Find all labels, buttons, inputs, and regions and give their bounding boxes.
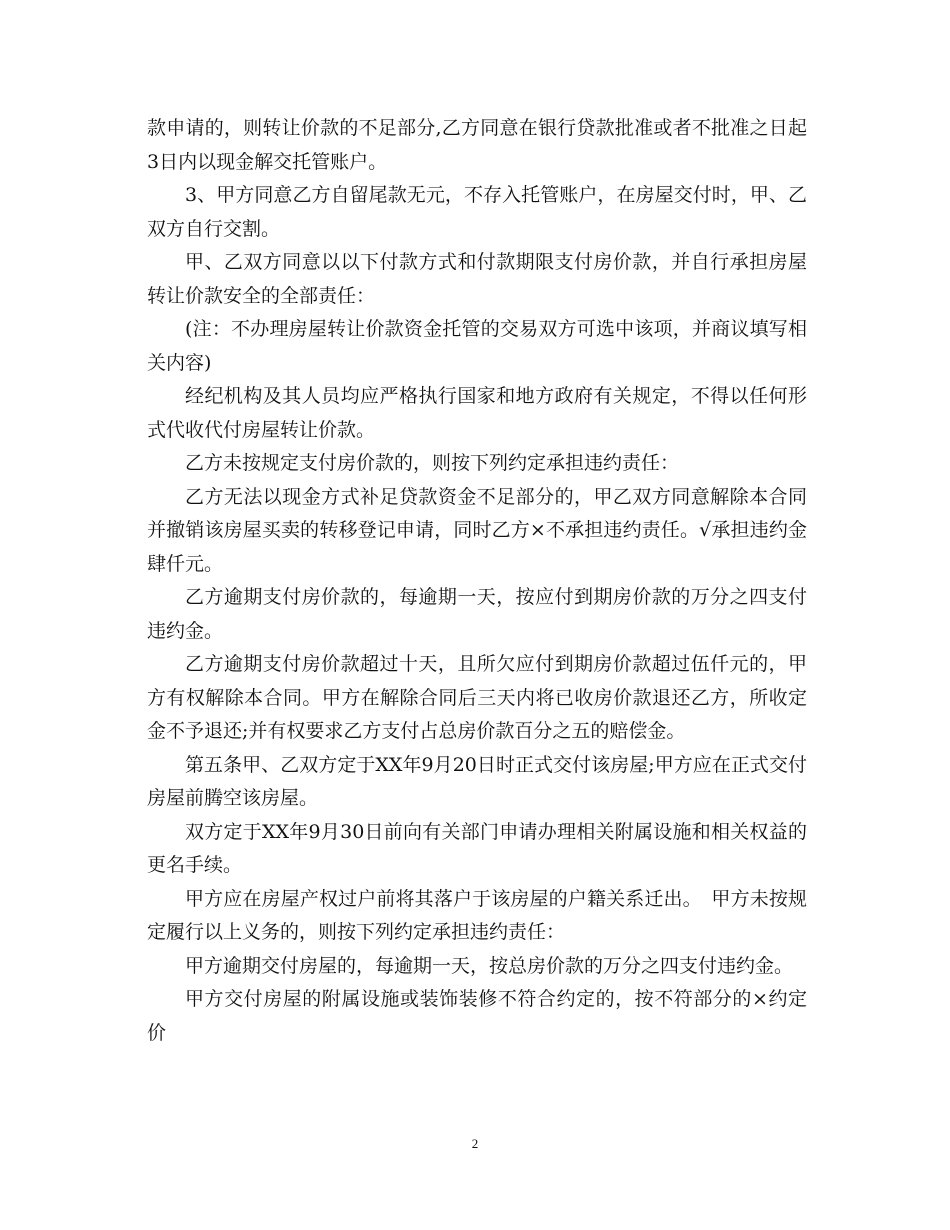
paragraph-14: 甲方交付房屋的附属设施或装饰装修不符合约定的，按不符部分的×约定价: [147, 988, 807, 1044]
paragraph-12: 甲方应在房屋产权过户前将其落户于该房屋的户籍关系迁出。 甲方未按规定履行以上义务的，则按下列约定承担违约责任：: [147, 887, 807, 943]
paragraph-1: 款申请的，则转让价款的不足部分,乙方同意在银行贷款批准或者不批准之日起3日内以现金解交托管账户。: [147, 117, 807, 173]
page-number: 2: [471, 1136, 479, 1151]
document-body: [147, 112, 807, 1050]
paragraph-6: 乙方未按规定支付房价款的，则按下列约定承担违约责任：: [185, 452, 680, 474]
paragraph-5: 经纪机构及其人员均应严格执行国家和地方政府有关规定，不得以任何形式代收代付房屋转让价款。: [147, 385, 807, 441]
paragraph-8: 乙方逾期支付房价款的，每逾期一天，按应付到期房价款的万分之四支付违约金。: [147, 586, 807, 642]
paragraph-11: 双方定于XX年9月30日前向有关部门申请办理相关附属设施和相关权益的更名手续。: [147, 820, 807, 876]
paragraph-9: 乙方逾期支付房价款超过十天，且所欠应付到期房价款超过伍仟元的，甲方有权解除本合同。甲方在解除合同后三天内将已收房价款退还乙方，所收定金不予退还;并有权要求乙方支付占总房价款百分之五的赔偿金。: [147, 653, 807, 742]
paragraph-4: (注：不办理房屋转让价款资金托管的交易双方可选中该项，并商议填写相关内容): [147, 318, 807, 374]
paragraph-7: 乙方无法以现金方式补足贷款资金不足部分的，甲乙双方同意解除本合同并撤销该房屋买卖的转移登记申请，同时乙方×不承担违约责任。√承担违约金肆仟元。: [147, 485, 807, 575]
paragraph-2: 3、甲方同意乙方自留尾款无元，不存入托管账户，在房屋交付时，甲、乙双方自行交割。: [147, 184, 807, 240]
paragraph-10: 第五条甲、乙双方定于XX年9月20日时正式交付该房屋;甲方应在正式交付房屋前腾空该房屋。: [147, 753, 807, 809]
paragraph-3: 甲、乙双方同意以以下付款方式和付款期限支付房价款，并自行承担房屋转让价款安全的全部责任：: [147, 251, 807, 307]
paragraph-13: 甲方逾期交付房屋的，每逾期一天，按总房价款的万分之四支付违约金。: [185, 954, 794, 977]
